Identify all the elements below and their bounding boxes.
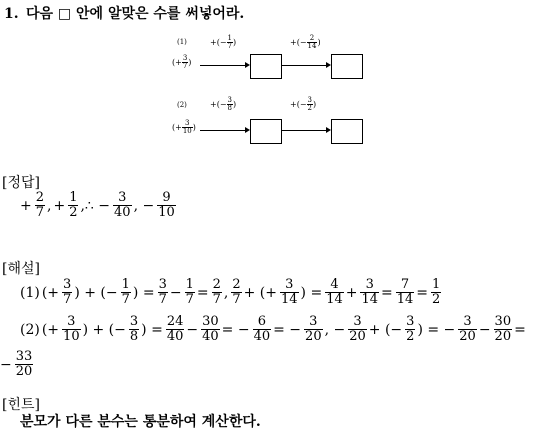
arrow-2b	[281, 130, 327, 131]
start-sign: (+	[172, 58, 182, 67]
arrow-2a	[200, 130, 246, 131]
diagram-1-op2: +(− $\frac{2}{14}$ )	[290, 34, 321, 50]
diagram-2-start: (+ $\frac{3}{10}$ )	[172, 119, 196, 135]
explanation-line-3: − $\frac{33}{20}$	[0, 349, 33, 379]
answer-box-1a[interactable]	[250, 54, 282, 79]
explanation-line-2: (2) (+ $\frac{3}{10}$ ) + (− $\frac{3}{8}$ ) = $\frac{24}{40}$ − $\frac{30}{40}$ = − $\frac{6}{40}$ = − $\frac{3}{20}$ , − $\frac{3}{20}$ + (− $\frac{3}{2}$ ) = − $\frac{3}{20}$ − $\frac{30}{20}$ =	[20, 314, 526, 344]
explanation-line-1: (1) (+ $\frac{3}{7}$ ) + (− $\frac{1}{7}$ ) = $\frac{3}{7}$ − $\frac{1}{7}$ = $\frac{2}{7}$ , $\frac{2}{7}$ + (+ $\frac{3}{14}$ ) = $\frac{4}{14}$ + $\frac{3}{14}$ = $\frac{7}{14}$ = $\frac{1}{2}$	[20, 277, 441, 307]
diagram-1-start	[172, 55, 191, 70]
arrow-1b	[281, 65, 327, 66]
diagram-1-op1: +(− $\frac{1}{7}$ )	[210, 34, 237, 50]
hint-text: 분모가 다른 분수는 통분하여 계산한다.	[20, 414, 261, 430]
diagram-2-op2: +(− $\frac{3}{2}$ )	[290, 96, 317, 112]
answer-box-2a[interactable]	[250, 119, 282, 144]
answer-box-2b[interactable]	[331, 119, 363, 144]
question-number: 1.	[4, 6, 19, 22]
start-fraction: $\frac{3}{7}$	[182, 54, 188, 70]
question-text: 다음 □ 안에 알맞은 수를 써넣어라.	[26, 6, 245, 22]
arrow-1a	[200, 65, 246, 66]
answer-heading: [정답]	[2, 175, 40, 191]
hint-heading: [힌트]	[2, 397, 40, 413]
diagram-2-label: (2)	[177, 101, 187, 109]
start-close: )	[188, 58, 192, 67]
diagram-1-label: (1)	[177, 38, 187, 46]
answer-line: + $\frac{2}{7}$ , + $\frac{1}{2}$ ,∴ − $\frac{3}{40}$ , − $\frac{9}{10}$	[20, 190, 175, 220]
answer-box-1b[interactable]	[331, 54, 363, 79]
diagram-2-op1: +(− $\frac{3}{8}$ )	[210, 96, 237, 112]
explanation-heading: [해설]	[2, 261, 40, 277]
